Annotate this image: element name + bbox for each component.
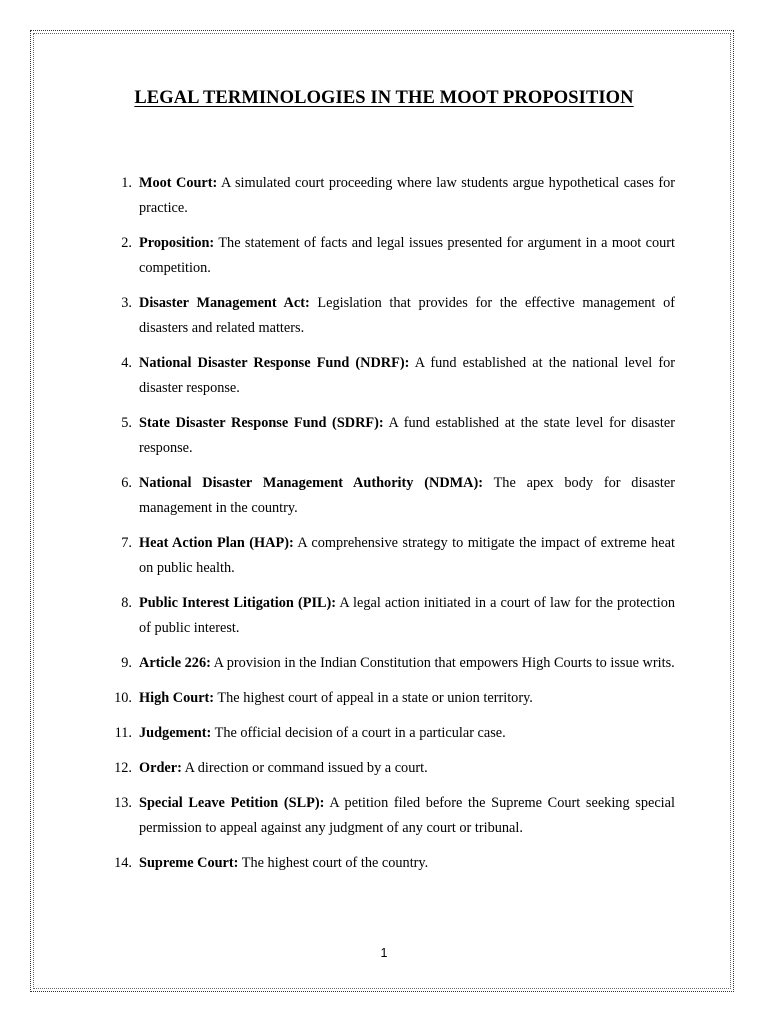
item-number: 5. <box>121 415 132 431</box>
list-item <box>108 471 675 521</box>
item-number: 2. <box>121 235 132 251</box>
list-item <box>108 411 675 461</box>
term-name: Public Interest Litigation (PIL): <box>139 595 337 611</box>
list-item <box>108 531 675 581</box>
list-item <box>108 651 675 676</box>
term-definition: A provision in the Indian Constitution that empowers High Courts to issue writs. <box>213 655 675 671</box>
list-item <box>108 291 675 341</box>
term-name: National Disaster Response Fund (NDRF): <box>139 355 410 371</box>
term-definition: The highest court of the country. <box>241 855 429 871</box>
term-name: Heat Action Plan (HAP): <box>139 535 294 551</box>
item-number: 6. <box>121 475 132 491</box>
list-item <box>108 351 675 401</box>
term-name: Judgement: <box>139 725 212 741</box>
item-number: 3. <box>121 295 132 311</box>
list-item <box>108 591 675 641</box>
document-title: LEGAL TERMINOLOGIES IN THE MOOT PROPOSITION <box>134 88 634 108</box>
term-name: Moot Court: <box>139 175 218 191</box>
item-number: 14. <box>114 855 132 871</box>
item-number: 4. <box>121 355 132 371</box>
term-definition: Legislation that provides for the effective management of disasters and related matters. <box>139 295 675 336</box>
term-definition: The highest court of appeal in a state or union territory. <box>217 690 533 706</box>
term-name: National Disaster Management Authority (NDMA): <box>139 475 483 491</box>
term-name: Special Leave Petition (SLP): <box>139 795 325 811</box>
list-item <box>108 756 675 781</box>
term-definition: A fund established at the national level for disaster response. <box>139 355 675 396</box>
item-number: 1. <box>121 175 132 191</box>
item-number: 11. <box>114 725 132 741</box>
page-number: 1 <box>380 946 388 960</box>
term-definition: The statement of facts and legal issues presented for argument in a moot court competition. <box>139 235 675 276</box>
term-definition: A comprehensive strategy to mitigate the impact of extreme heat on public health. <box>139 535 675 576</box>
term-definition: A direction or command issued by a court. <box>184 760 428 776</box>
item-number: 9. <box>121 655 132 671</box>
list-item <box>108 851 675 876</box>
term-definition: The official decision of a court in a particular case. <box>214 725 506 741</box>
term-name: Order: <box>139 760 182 776</box>
terminology-list <box>108 171 675 886</box>
list-item <box>108 791 675 841</box>
term-definition: A simulated court proceeding where law students argue hypothetical cases for practice. <box>139 175 675 216</box>
item-number: 12. <box>114 760 132 776</box>
item-number: 8. <box>121 595 132 611</box>
item-number: 10. <box>114 690 132 706</box>
list-item <box>108 686 675 711</box>
term-definition: A petition filed before the Supreme Court seeking special permission to appeal against any judgment of any court or tribunal. <box>139 795 675 836</box>
term-name: Proposition: <box>139 235 215 251</box>
term-definition: The apex body for disaster management in the country. <box>139 475 675 516</box>
list-item <box>108 721 675 746</box>
item-number: 7. <box>121 535 132 551</box>
term-definition: A legal action initiated in a court of law for the protection of public interest. <box>139 595 675 636</box>
term-name: Article 226: <box>139 655 211 671</box>
term-name: High Court: <box>139 690 215 706</box>
term-name: Disaster Management Act: <box>139 295 310 311</box>
item-number: 13. <box>114 795 132 811</box>
list-item <box>108 171 675 221</box>
term-definition: A fund established at the state level for disaster response. <box>139 415 675 456</box>
term-name: Supreme Court: <box>139 855 239 871</box>
list-item <box>108 231 675 281</box>
term-name: State Disaster Response Fund (SDRF): <box>139 415 384 431</box>
